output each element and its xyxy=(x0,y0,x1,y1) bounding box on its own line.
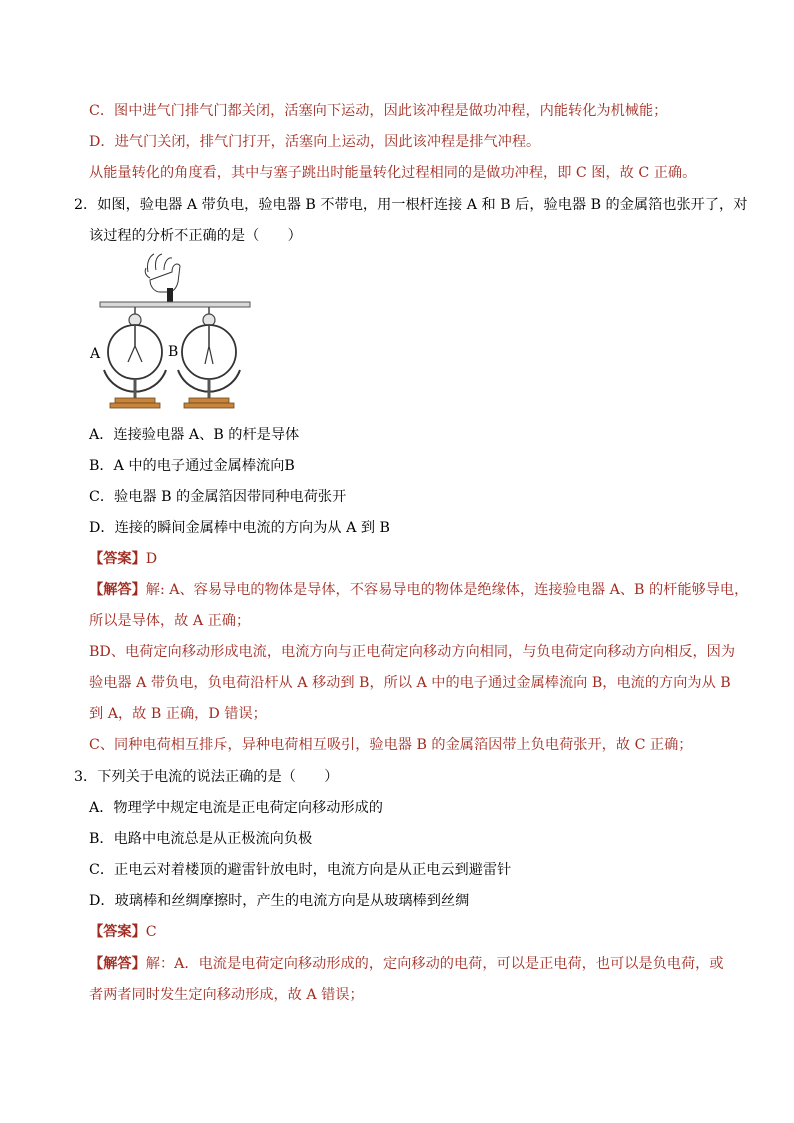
q3-option-c: C．正电云对着楼顶的避雷针放电时，电流方向是从正电云到避雷针 xyxy=(89,862,512,878)
q3-explain-line-2: 者两者同时发生定向移动形成，故 A 错误； xyxy=(89,987,364,1003)
q2-option-b: B．A 中的电子通过金属棒流向B xyxy=(89,458,295,474)
electroscope-figure xyxy=(88,252,258,414)
hand-icon xyxy=(145,254,180,292)
option-d-line: D．进气门关闭，排气门打开，活塞向上运动，因此该冲程是排气冲程。 xyxy=(89,134,541,150)
option-c-line: C．图中进气门排气门都关闭，活塞向下运动，因此该冲程是做功冲程，内能转化为机械能； xyxy=(89,103,668,119)
q2-explain-line-3: BD、电荷定向移动形成电流，电流方向与正电荷定向移动方向相同，与负电荷定向移动方向相反，因为 xyxy=(89,644,736,660)
q3-answer xyxy=(89,922,157,942)
label-b: B xyxy=(168,344,179,360)
metal-rod xyxy=(100,302,250,307)
q3-option-b: B．电路中电流总是从正极流向负极 xyxy=(89,831,313,847)
explain-text: 解：A．电流是电荷定向移动形成的，定向移动的电荷，可以是正电荷，也可以是负电荷，或 xyxy=(145,956,724,972)
explain-text: 解: A、容易导电的物体是导体，不容易导电的物体是绝缘体，连接验电器 A、B 的杆能够导电， xyxy=(145,582,749,598)
electroscope-diagram xyxy=(88,252,258,414)
q2-explain-line-1 xyxy=(89,580,748,600)
q2-answer xyxy=(89,549,157,569)
answer-value: D xyxy=(145,551,158,567)
q2-stem-line-1: 2．如图，验电器 A 带负电，验电器 B 不带电，用一根杆连接 A 和 B 后，验电器 B 的金属箔也张开了，对 xyxy=(74,197,748,213)
electroscope-b xyxy=(178,307,240,408)
q2-option-c: C．验电器 B 的金属箔因带同种电荷张开 xyxy=(89,489,347,505)
answer-tag: 【答案】 xyxy=(89,551,146,567)
q2-explain-line-6: C、同种电荷相互排斥，异种电荷相互吸引，验电器 B 的金属箔因带上负电荷张开，故 C 正确； xyxy=(89,737,693,753)
explain-tag: 【解答】 xyxy=(89,582,146,598)
answer-value: C xyxy=(145,924,157,940)
insulated-handle xyxy=(167,288,173,303)
q3-option-a: A．物理学中规定电流是正电荷定向移动形成的 xyxy=(89,800,383,816)
q3-option-d: D．玻璃棒和丝绸摩擦时，产生的电流方向是从玻璃棒到丝绸 xyxy=(89,893,470,909)
explain-tag: 【解答】 xyxy=(89,956,146,972)
q3-explain-line-1 xyxy=(89,954,724,974)
q2-stem-line-2: 该过程的分析不正确的是（ ） xyxy=(89,228,302,244)
q2-option-a: A．连接验电器 A、B 的杆是导体 xyxy=(89,427,300,443)
q3-stem: 3．下列关于电流的说法正确的是（ ） xyxy=(74,769,339,785)
label-a: A xyxy=(90,346,101,362)
electroscope-a xyxy=(104,307,166,408)
q2-explain-line-2: 所以是导体，故 A 正确； xyxy=(89,613,251,629)
q2-explain-line-5: 到 A，故 B 正确，D 错误； xyxy=(89,706,267,722)
summary-line: 从能量转化的角度看，其中与塞子跳出时能量转化过程相同的是做功冲程，即 C 图，故 C 正确。 xyxy=(89,165,697,181)
answer-tag: 【答案】 xyxy=(89,924,146,940)
q2-option-d: D．连接的瞬间金属棒中电流的方向为从 A 到 B xyxy=(89,520,390,536)
q2-explain-line-4: 验电器 A 带负电，负电荷沿杆从 A 移动到 B，所以 A 中的电子通过金属棒流向 B，电流的方向为从 B xyxy=(89,675,731,691)
